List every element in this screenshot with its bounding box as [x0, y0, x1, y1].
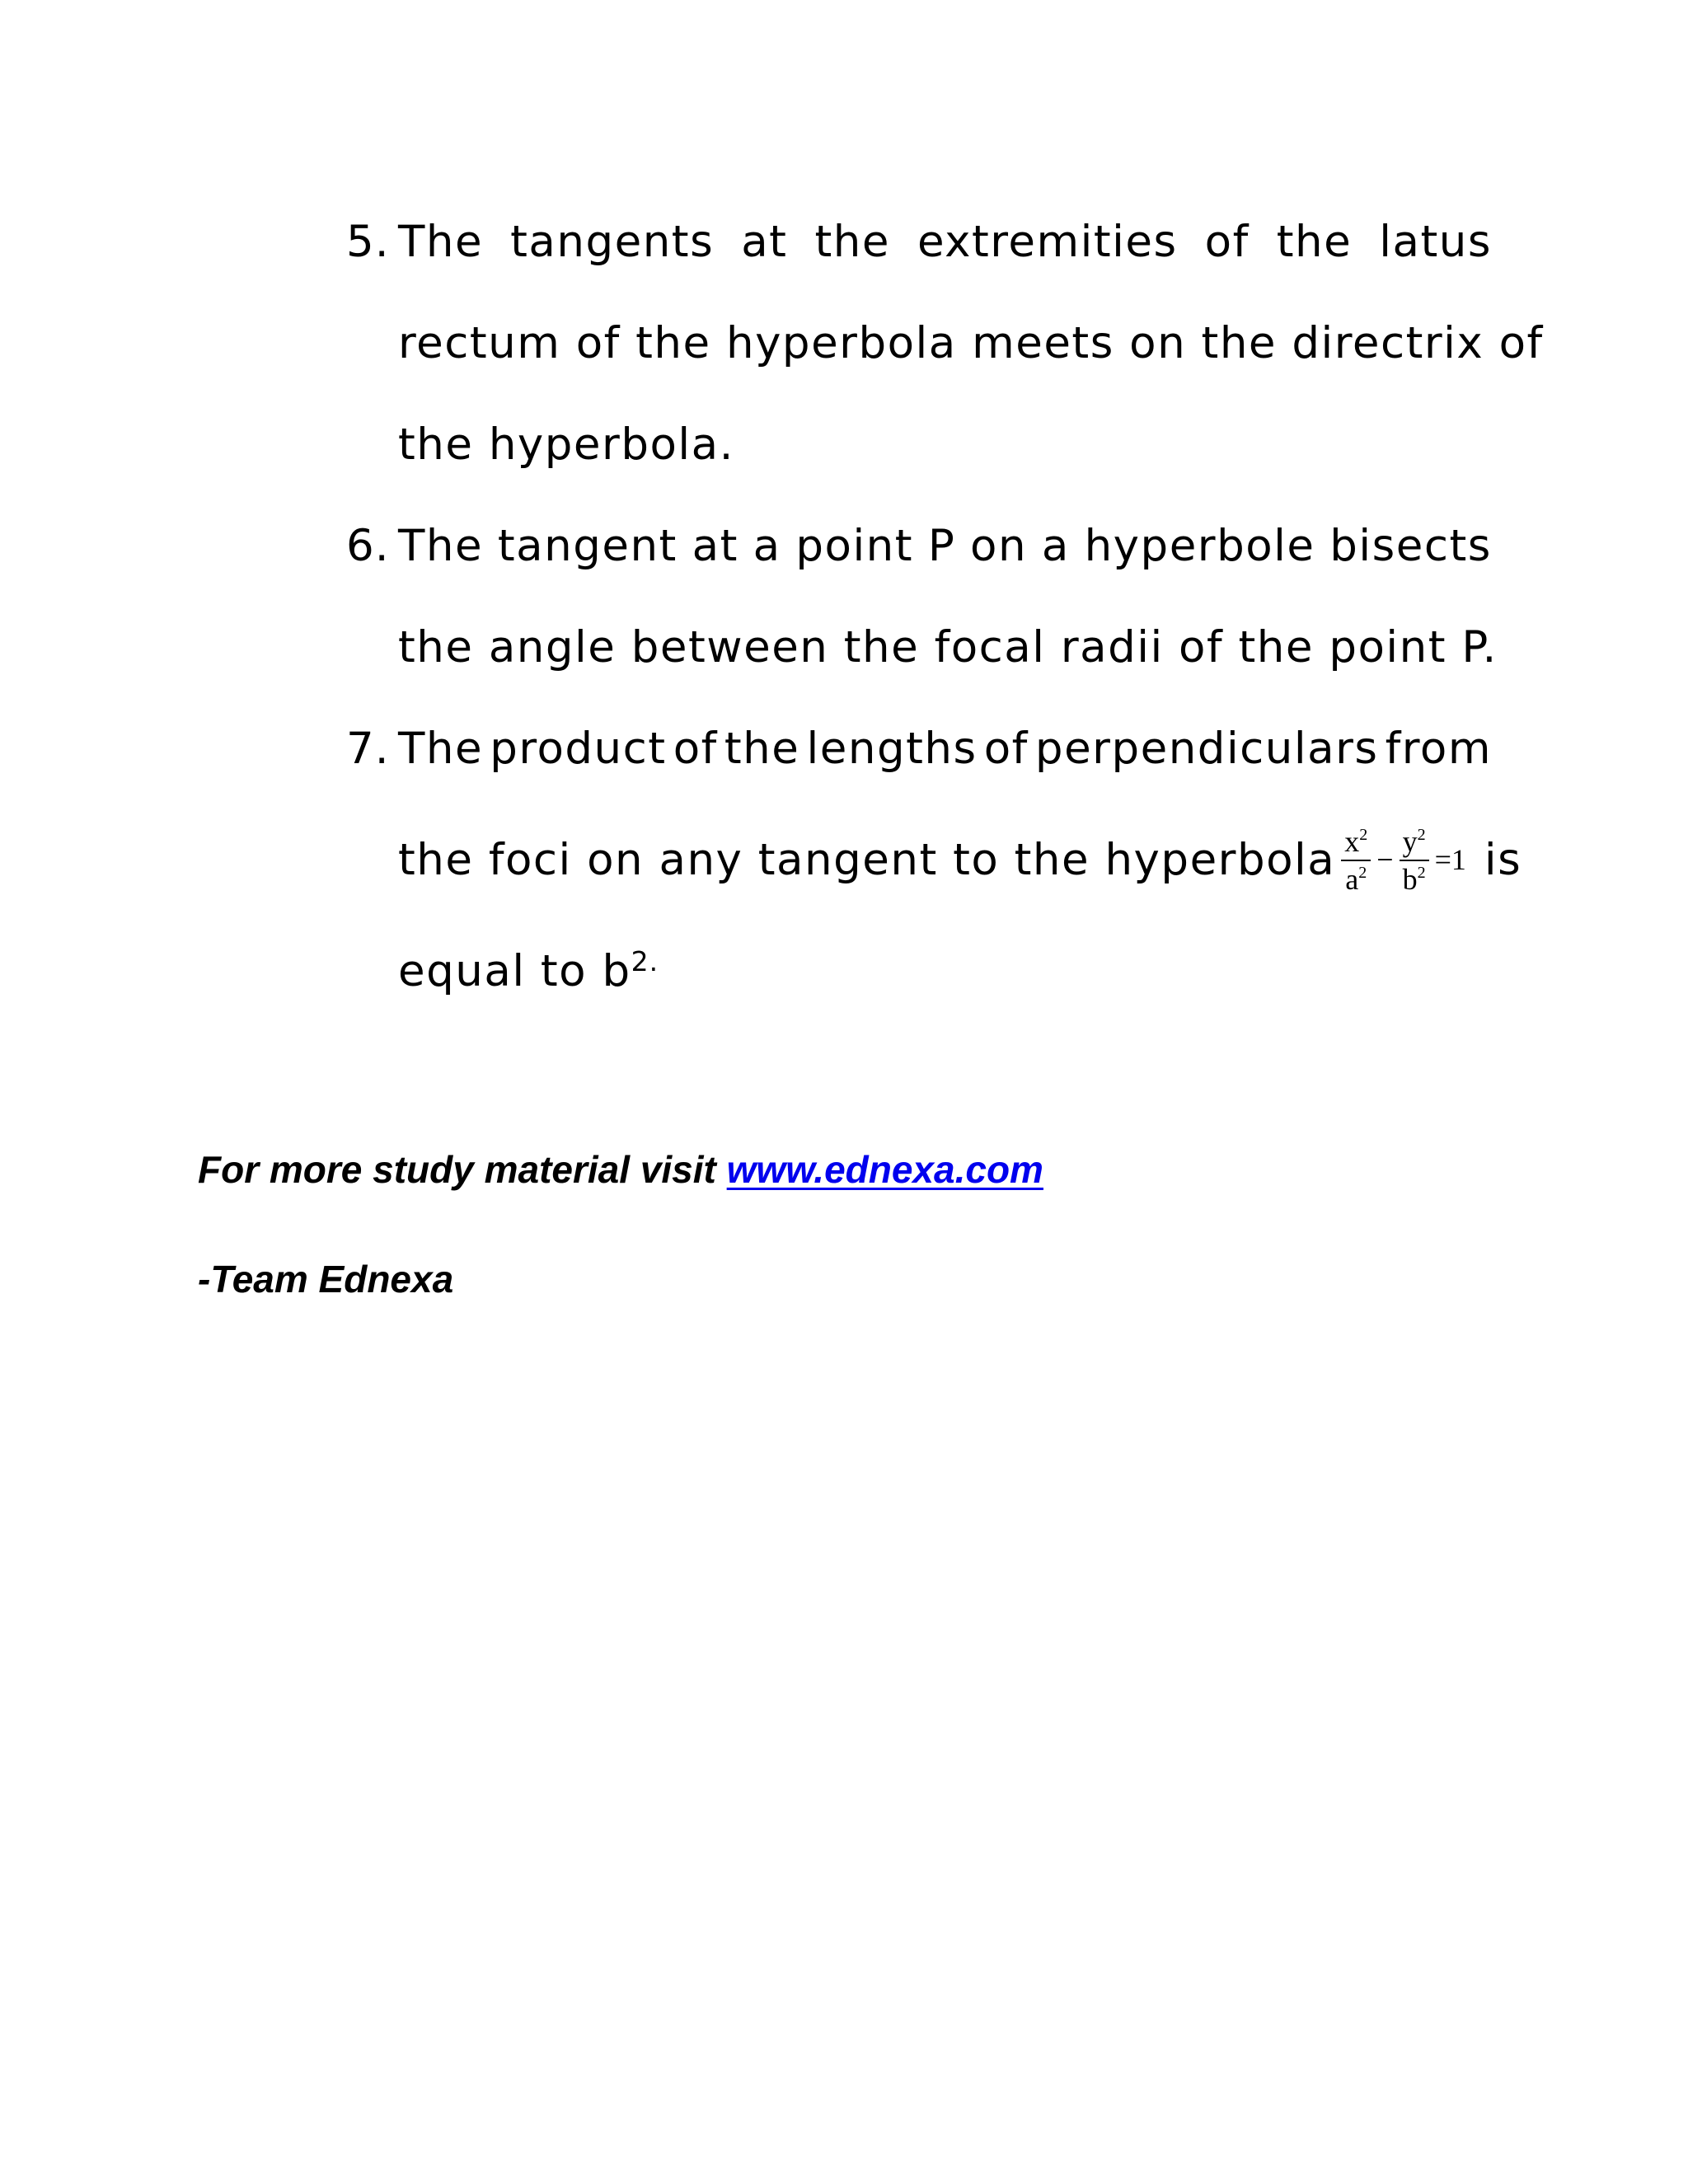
word: from	[1385, 724, 1492, 774]
minus-sign: −	[1376, 843, 1394, 876]
word: the	[1276, 217, 1353, 267]
word: hyperbole	[1084, 521, 1315, 571]
denominator: $a^2$	[1345, 862, 1367, 896]
word: tangents	[510, 217, 715, 267]
word: The	[398, 217, 484, 267]
justified-line	[398, 698, 1492, 799]
word: point	[795, 521, 914, 571]
fraction-x-over-a	[1341, 823, 1371, 898]
word: of	[1204, 217, 1250, 267]
equation-line	[398, 809, 1522, 911]
numerator: $y^2$	[1400, 823, 1429, 861]
footer-team-signature: -Team Ednexa	[198, 1258, 454, 1301]
item-text	[398, 191, 1544, 495]
item-number: 7.	[346, 724, 390, 774]
word: The	[398, 521, 484, 571]
word: a	[1041, 521, 1070, 571]
word: bisects	[1329, 521, 1492, 571]
footer-visit-line	[198, 1147, 1043, 1192]
word: of	[983, 724, 1029, 774]
word: The	[398, 724, 484, 774]
ednexa-link[interactable]: www.ednexa.com	[726, 1148, 1043, 1191]
word: lengths	[806, 724, 978, 774]
equals-one: =1	[1434, 843, 1466, 876]
justified-line	[398, 191, 1492, 293]
word: the	[814, 217, 890, 267]
word: at	[692, 521, 738, 571]
footer-visit-text: For more study material visit	[198, 1148, 727, 1191]
word: at	[741, 217, 788, 267]
equation-lead-text: the foci on any tangent to the hyperbola	[398, 835, 1336, 885]
text-line: rectum of the hyperbola meets on the directrix of	[398, 318, 1544, 368]
item-number: 6.	[346, 521, 390, 571]
text-line: equal to $b^{2.}$	[398, 945, 659, 996]
word: product	[490, 724, 667, 774]
item-text	[398, 698, 1522, 1022]
denominator: $b^2$	[1402, 862, 1426, 896]
fraction-y-over-b	[1400, 823, 1429, 898]
word: extremities	[917, 217, 1178, 267]
word: perpendiculars	[1034, 724, 1379, 774]
item-number: 5.	[346, 217, 390, 267]
word: the	[724, 724, 800, 774]
justified-line	[398, 495, 1492, 597]
equation-tail-text: is	[1484, 835, 1522, 885]
word: of	[673, 724, 718, 774]
word: tangent	[497, 521, 678, 571]
hyperbola-formula	[1339, 809, 1470, 911]
superscript: 2.	[631, 945, 659, 977]
numerator: $x^2$	[1341, 823, 1371, 861]
text-line: the angle between the focal radii of the point P.	[398, 622, 1498, 673]
word: on	[970, 521, 1028, 571]
text-line: the hyperbola.	[398, 419, 734, 470]
word: a	[753, 521, 781, 571]
word: P	[927, 521, 956, 571]
item-text	[398, 495, 1498, 698]
word: latus	[1379, 217, 1492, 267]
